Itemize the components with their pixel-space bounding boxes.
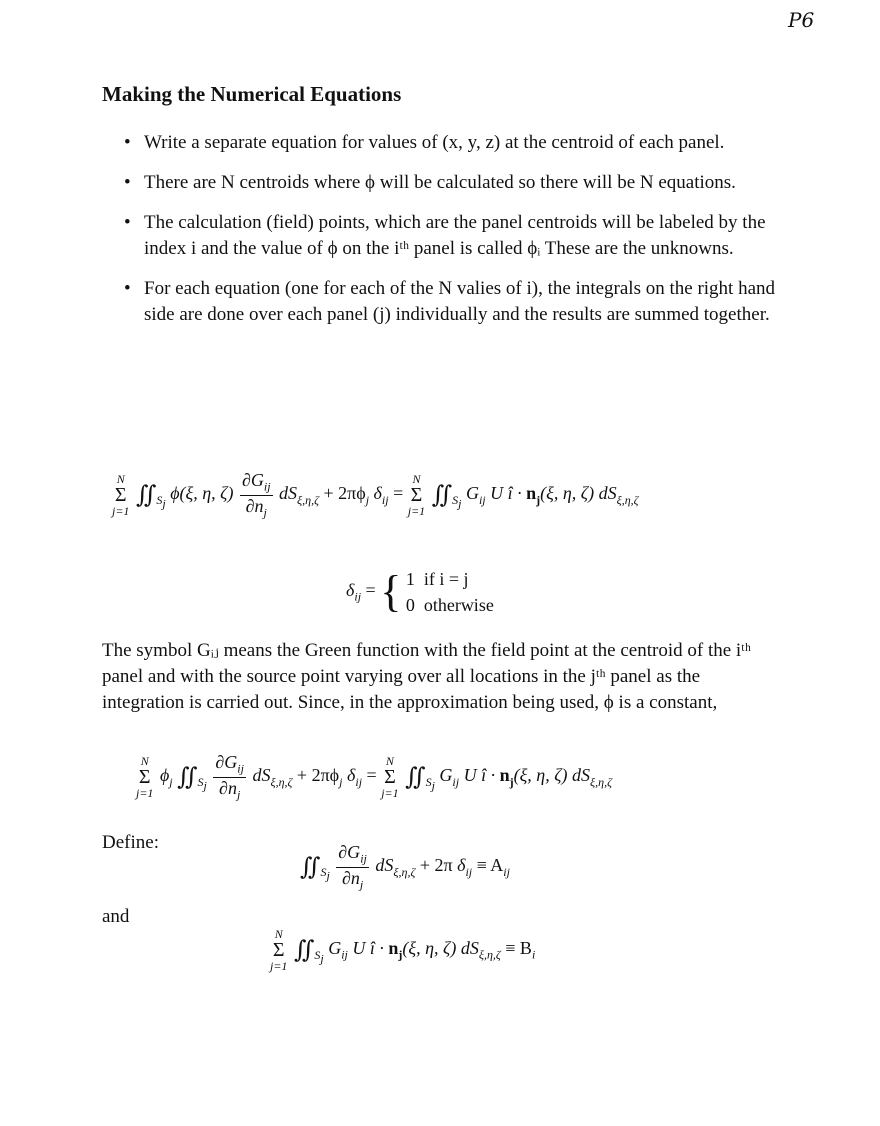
body-paragraph: The symbol Gᵢⱼ means the Green function with the field point at the centroid of the iᵗʰ panel and with the source point varying over all locations in the jᵗʰ panel as the integration is carried out. Since, in the approximation being used, ϕ is a constant, (102, 640, 751, 713)
section-heading: Making the Numerical Equations (102, 82, 402, 106)
integrand-phi: ϕ(ξ, η, ζ) (170, 483, 234, 504)
equation-A-definition: $∬_{S_j}$ $\frac{\partial G_{ij}}{\partial n_j}$ $dS_{\xi,\eta,\zeta} + 2\pi$ $\delta_{ij} \equiv A_{ij}$ (300, 842, 510, 892)
bullet-item: • There are N centroids where ϕ will be calculated so there will be N equations. (124, 170, 784, 196)
equation-main: N Σ j=1 $∬_{S_j}$ ϕ(ξ, η, ζ) $\frac{\partial G_{ij}}{\partial n_j}$ $dS_{\xi,\eta,\zeta} + 2\pi\phi_j$ $\delta_{ij}$ = N Σ j=1 $∬_{S_j}$ $G_{ij}$ U î · $n_j(\xi$, η, ζ) $dS_{\xi,\eta,\zeta}$ (112, 470, 639, 520)
summation-symbol: N Σ j=1 (270, 927, 288, 973)
partial-derivative: $\frac{\partial G_{ij}}{\partial n_j}$ (338, 842, 367, 892)
equation-constant-phi: N Σ j=1 $\phi_j$ $∬_{S_j}$ $\frac{\partial G_{ij}}{\partial n_j}$ $dS_{\xi,\eta,\zeta} + 2\pi\phi_j$ $\delta_{ij}$ = N Σ j=1 $∬_{S_j}$ $G_{ij}$ U î · $n_j(\xi$, η, ζ) $dS_{\xi,\eta,\zeta}$ (136, 752, 612, 802)
cases-block: 1 if i = j 0 otherwise (405, 569, 494, 615)
summation-symbol: N Σ j=1 (407, 472, 426, 519)
bullet-item: • Write a separate equation for values of (x, y, z) at the centroid of each panel. (124, 130, 784, 156)
bullet-list (124, 130, 784, 342)
equation-B-definition: N Σ j=1 $∬_{S_j}$ $G_{ij}$ U î · $n_j(\xi$, η, ζ) $dS_{\xi,\eta,\zeta} \equiv B_i$ (270, 927, 536, 973)
double-integral: ∬ (135, 482, 157, 509)
summation-symbol: N Σ j=1 (381, 754, 399, 801)
summation-symbol: N Σ j=1 (136, 754, 154, 801)
summation-symbol: N Σ j=1 (112, 472, 130, 519)
equation-kronecker-delta: $\delta_{ij}$ = { 1 if i = j 0 otherwise (346, 567, 494, 616)
partial-derivative: $\frac{\partial G_{ij}}{\partial n_j}$ (215, 752, 244, 802)
define-label: Define: (102, 832, 159, 853)
page-number: P6 (788, 8, 815, 32)
partial-derivative: $\frac{\partial G_{ij}}{\partial n_j}$ (241, 470, 271, 520)
bullet-item: • For each equation (one for each of the N valies of i), the integrals on the right hand side are done over each panel (j) individually and the results are summed together. (124, 276, 784, 328)
and-label: and (102, 906, 130, 927)
bullet-item: • The calculation (field) points, which are the panel centroids will be labeled by the index i and the value of ϕ on the iᵗʰ panel is called ϕᵢ These are the unknowns. (124, 210, 784, 262)
